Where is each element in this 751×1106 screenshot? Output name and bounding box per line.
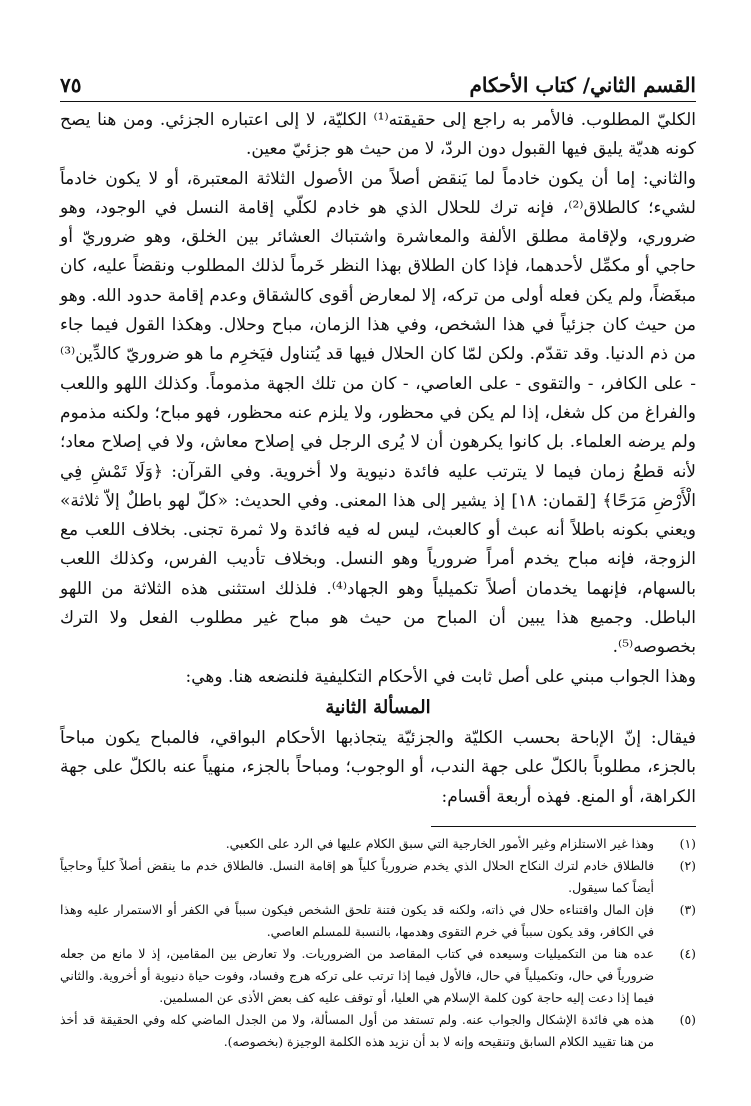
footnote xyxy=(60,1009,696,1053)
footnote-text: عده هنا من التكميليات وسيعده في كتاب المقاصد من الضروريات. ولا تعارض بين المقامين، إذ لا مانع من جعله ضرورياً في حال، وتكميلياً في حال، فالأول فيما إذا ترتب على تركه هرج وفساد، وفوت حياة دنيوية أو أخروية. والثاني فيما إذا دعت إليه حاجة كون كلمة الإسلام هي العليا، أو توقف عليه كف بعض الأذى عن المسلمين. xyxy=(60,945,654,1005)
page-number: ٧٥ xyxy=(60,73,82,97)
footnotes xyxy=(60,833,696,1053)
footnote-text: فإن المال واقتناءه حلال في ذاته، ولكنه قد يكون فتنة تلحق الشخص فيكون سبباً في الكفر أو الاستمرار عليه وهذا في الكافر، وقد يكون سبباً في خرم التقوى وهدمها، بالنسبة للمسلم العاصي. xyxy=(60,901,654,939)
paragraph: فيقال: إنّ الإباحة بحسب الكليّة والجزئيّة يتجاذبها الأحكام البواقي، فالمباح يكون مباحاً بالجزء، مطلوباً بالكلّ على جهة الندب، أو الوجوب؛ ومباحاً بالجزء، منهياً عنه بالكلّ على جهة الكراهة، أو المنع. فهذه أربعة أقسام: xyxy=(60,727,696,807)
footnote-text: فالطلاق خادم لترك النكاح الحلال الذي يخدم ضرورياً كلياً هو إقامة النسل. فالطلاق خدم ما ينقض أصلاً كلياً وحاجياً أيضاً كما سيقول. xyxy=(60,857,654,895)
footnote xyxy=(60,943,696,1009)
footnote-number: (٥) xyxy=(679,1011,696,1027)
footnote xyxy=(60,899,696,943)
footnote-number: (١) xyxy=(679,835,696,851)
paragraph: الكليّ المطلوب. فالأمر به راجع إلى حقيقته⁽¹⁾ الكليّة، لا إلى اعتباره الجزئي. ومن هنا يصح كونه هديّة يليق فيها القبول دون الردّ، لا من حيث هو جزئيّ معين. xyxy=(60,110,696,160)
paragraph: وهذا الجواب مبني على أصل ثابت في الأحكام التكليفية فلنضعه هنا. وهي: xyxy=(185,666,696,687)
footnote-number: (٢) xyxy=(679,857,696,873)
main-text xyxy=(60,106,696,812)
footnote-text: وهذا غير الاستلزام وغير الأمور الخارجية التي سبق الكلام عليها في الرد على الكعبي. xyxy=(225,835,654,851)
paragraph: والثاني: إما أن يكون خادماً لما يَنقض أصلاً من الأصول الثلاثة المعتبرة، أو لا يكون خادماً لشيء؛ كالطلاق⁽²⁾، فإنه ترك للحلال الذي هو خادم لكلّي إقامة النسل في الوجود، وهو ضروري، ولإقامة مطلق الألفة والمعاشرة واشتباك العشائر بين الخلق، وهو ضروريّ أو حاجي أو مكمِّل لأحدهما، فإذا كان الطلاق بهذا النظر خَرماً لذلك المطلوب ونقضاً عليه، كان مبغَضاً، ولم يكن فعله أولى من تركه، إلا لمعارض أقوى كالشقاق وعدم إقامة حدود الله. وهو من حيث كان جزئياً في هذا الشخص، وفي هذا الزمان، مباح وحلال. وهكذا القول فيما جاء من ذم الدنيا. وقد تقدّم. ولكن لمّا كان الحلال فيها قد يُتناول فيَخرِم ما هو ضروريّ كالدِّين⁽³⁾ - على الكافر، - والتقوى - على العاصي، - كان من تلك الجهة مذموماً. وكذلك اللهو واللعب والفراغ من كل شغل، إذا لم يكن في محظور، ولا يلزم عنه محظور، فهو مباح؛ ولكنه مذموم ولم يرضه العلماء. بل كانوا يكرهون أن لا يُرى الرجل في إصلاح معاش، ولا في إصلاح معاد؛ لأنه قطعُ زمان فيما لا يترتب عليه فائدة دنيوية ولا أخروية. وفي القرآن: ﴿وَلَا تَمْشِ فِي الْأَرْضِ مَرَحًا﴾ [لقمان: ١٨] إذ يشير إلى هذا المعنى. وفي الحديث: «كلّ لهو باطلٌ إلاّ ثلاثة» ويعني بكونه باطلاً أنه عبث أو كالعبث، ليس له فيه فائدة ولا ثمرة تجنى. بخلاف اللعب مع الزوجة، فإنه مباح يخدم أمراً ضرورياً وهو النسل. وبخلاف تأديب الفرس، وكذلك اللعب بالسهام، فإنهما يخدمان أصلاً تكميلياً وهو الجهاد⁽⁴⁾. فلذلك استثنى هذه الثلاثة من اللهو الباطل. وجميع هذا يبين أن المباح من حيث هو مباح غير مطلوب الفعل ولا الترك بخصوصه⁽⁵⁾. xyxy=(60,168,696,658)
running-header-title: القسم الثاني/ كتاب الأحكام xyxy=(469,73,696,97)
footnote xyxy=(60,855,696,899)
footnote-number: (٣) xyxy=(679,901,696,917)
page-header xyxy=(60,55,696,102)
section-heading: المسألة الثانية xyxy=(325,696,431,718)
footnote-separator xyxy=(431,826,696,827)
footnote-text: هذه هي فائدة الإشكال والجواب عنه. ولم تستفد من أول المسألة، ولا من الجدل الماضي كله وفي الحقيقة قد أخذ من هنا تقييد الكلام السابق وتنقيحه وإنه لا بد أن نزيد هذه الكلمة الوجيزة (بخصوصه). xyxy=(60,1011,654,1049)
footnote xyxy=(60,833,696,855)
footnote-number: (٤) xyxy=(679,945,696,961)
